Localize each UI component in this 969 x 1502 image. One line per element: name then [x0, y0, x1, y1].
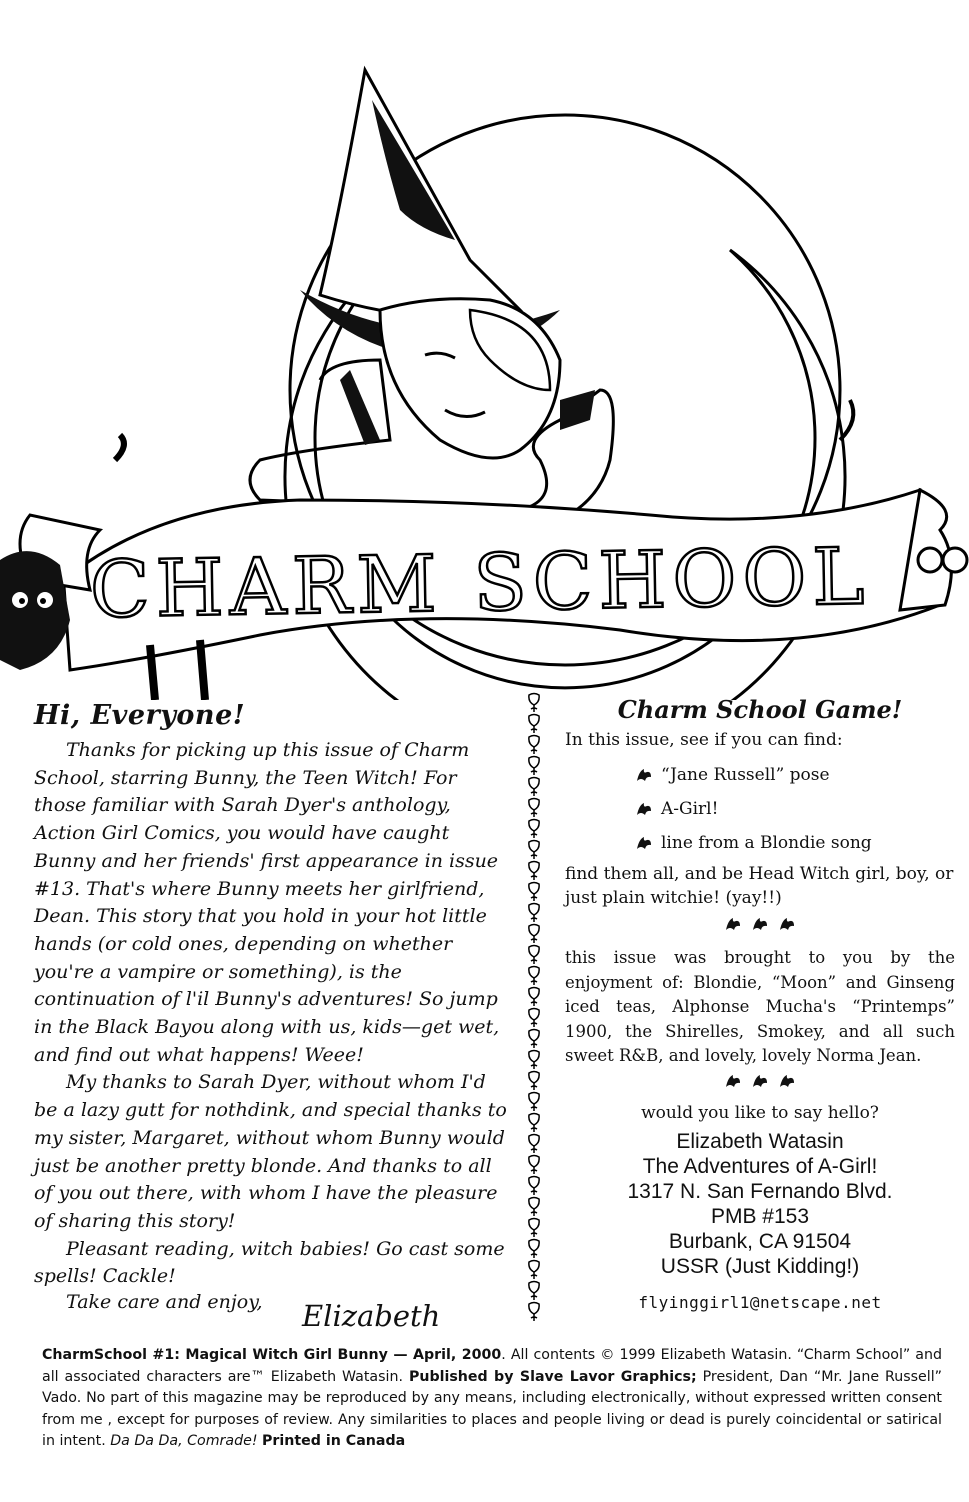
publisher-text: Published by Slave Lavor Graphics; [408, 1368, 697, 1385]
leaf-icon [751, 916, 769, 932]
tulip-icon [525, 734, 543, 755]
leaf-icon [778, 1073, 796, 1089]
list-item [635, 792, 955, 826]
tulip-icon [525, 1175, 543, 1196]
letter-paragraph: Pleasant reading, witch babies! Go cast some spells! Cackle! [34, 1237, 505, 1288]
letter-paragraph: Thanks for picking up this issue of Charm School, starring Bunny, the Teen Witch! For those familiar with Sarah Dyer's anthology, Action Girl Comics, you would have caught Bunny and her friends' first appearance in issue #13. That's where Bunny meets her girlfriend, Dean. This story that you hold in your hot little hands (or cold ones, depending on whether you're a vampire or something), is the continuation of l'il Bunny's adventures! So jump in the Black Bayou along with us, kids—get wet, and find out what happens! Weee! [34, 739, 500, 1066]
find-all-text: find them all, and be Head Witch girl, boy, or just plain witchie! (yay!!) [565, 864, 954, 908]
tulip-icon [525, 1133, 543, 1154]
game-intro: In this issue, see if you can find: [565, 730, 843, 750]
copyright-text: . All contents © 1999 Elizabeth Watasin. “Charm School” and all associated characters are™ Elizabeth Watasin. [42, 1347, 943, 1385]
leaf-ornament [565, 916, 955, 940]
printed-text: Printed in Canada [262, 1433, 406, 1449]
svg-text:CHARM SCHOOL: CHARM SCHOOL [89, 532, 871, 636]
find-list [565, 758, 955, 860]
tulip-icon [525, 1028, 543, 1049]
tulip-icon [525, 755, 543, 776]
tulip-icon [525, 1112, 543, 1133]
tulip-divider [523, 692, 545, 1322]
tulip-icon [525, 1238, 543, 1259]
leaf-icon [635, 835, 653, 851]
tulip-icon [525, 986, 543, 1007]
tulip-icon [525, 1217, 543, 1238]
tulip-icon [525, 839, 543, 860]
tulip-icon [525, 881, 543, 902]
address-street: 1317 N. San Fernando Blvd. [627, 1179, 893, 1203]
tulip-icon [525, 1049, 543, 1070]
tulip-icon [525, 692, 543, 713]
signoff-row [34, 1291, 514, 1334]
issue-title: CharmSchool #1: Magical Witch Girl Bunny — April, 2000 [42, 1347, 502, 1363]
address-pmb: PMB #153 [710, 1204, 810, 1228]
tulip-icon [525, 1154, 543, 1175]
mailing-address [565, 1129, 955, 1279]
legal-footer [42, 1345, 942, 1453]
tulip-icon [525, 1301, 543, 1322]
witch-illustration [0, 60, 969, 700]
leaf-icon [751, 1073, 769, 1089]
leaf-icon [635, 801, 653, 817]
list-item [635, 826, 955, 860]
tulip-icon [525, 797, 543, 818]
game-title: Charm School Game! [617, 695, 903, 724]
address-name: Elizabeth Watasin [676, 1129, 844, 1153]
letter-paragraph: My thanks to Sarah Dyer, without whom I'd be a lazy gutt for nothdink, and special thanks to my sister, Margaret, without whom Bunny would just be another pretty blonde. And thanks to all of you out there, with whom I have the pleasure of sharing this story! [34, 1071, 507, 1232]
tulip-icon [525, 818, 543, 839]
leaf-icon [724, 1073, 742, 1089]
signoff-text: Take care and enjoy, [66, 1291, 263, 1314]
tulip-icon [525, 923, 543, 944]
letter-body [34, 737, 514, 1291]
leaf-ornament [565, 1073, 955, 1097]
tulip-icon [525, 1091, 543, 1112]
address-org: The Adventures of A-Girl! [642, 1154, 878, 1178]
tulip-icon [525, 1007, 543, 1028]
tulip-icon [525, 902, 543, 923]
signature: Elizabeth [302, 1299, 441, 1334]
tulip-icon [525, 1196, 543, 1217]
find-item-label: A-Girl! [661, 799, 719, 819]
joke-text: Da Da Da, Comrade! [110, 1433, 258, 1449]
tulip-icon [525, 860, 543, 881]
address-city: Burbank, CA 91504 [668, 1229, 852, 1253]
black-cat [0, 551, 70, 670]
tulip-icon [525, 1259, 543, 1280]
tulip-icon [525, 1070, 543, 1091]
tulip-icon [525, 944, 543, 965]
rights-text: President, Dan “Mr. Jane Russell” Vado. No part of this magazine may be reproduced by any means, including electronically, without expressed written consent from me , except for purposes of review. Any similarities to places and people living or dead is purely coincidental or satirical in intent. [42, 1368, 942, 1449]
tulip-icon [525, 713, 543, 734]
credits-text: this issue was brought to you by the enjoyment of: Blondie, “Moon” and Ginseng iced teas, Alphonse Mucha's “Printemps” 1900, the Shirelles, Smokey, and all such sweet R&B, and lovely, lovely Norma Jean. [565, 948, 955, 1065]
tulip-icon [525, 965, 543, 986]
address-country: USSR (Just Kidding!) [660, 1254, 860, 1278]
editorial-letter [34, 700, 514, 1334]
greeting-heading: Hi, Everyone! [34, 700, 246, 731]
email-address[interactable]: flyinggirl1@netscape.net [638, 1292, 882, 1312]
tulip-icon [525, 1280, 543, 1301]
tulip-icon [525, 776, 543, 797]
leaf-icon [778, 916, 796, 932]
list-item [635, 758, 955, 792]
game-column [565, 695, 955, 1312]
find-item-label: “Jane Russell” pose [661, 765, 830, 785]
say-hello-prompt: would you like to say hello? [641, 1102, 879, 1123]
find-item-label: line from a Blondie song [661, 833, 872, 853]
leaf-icon [635, 767, 653, 783]
leaf-icon [724, 916, 742, 932]
